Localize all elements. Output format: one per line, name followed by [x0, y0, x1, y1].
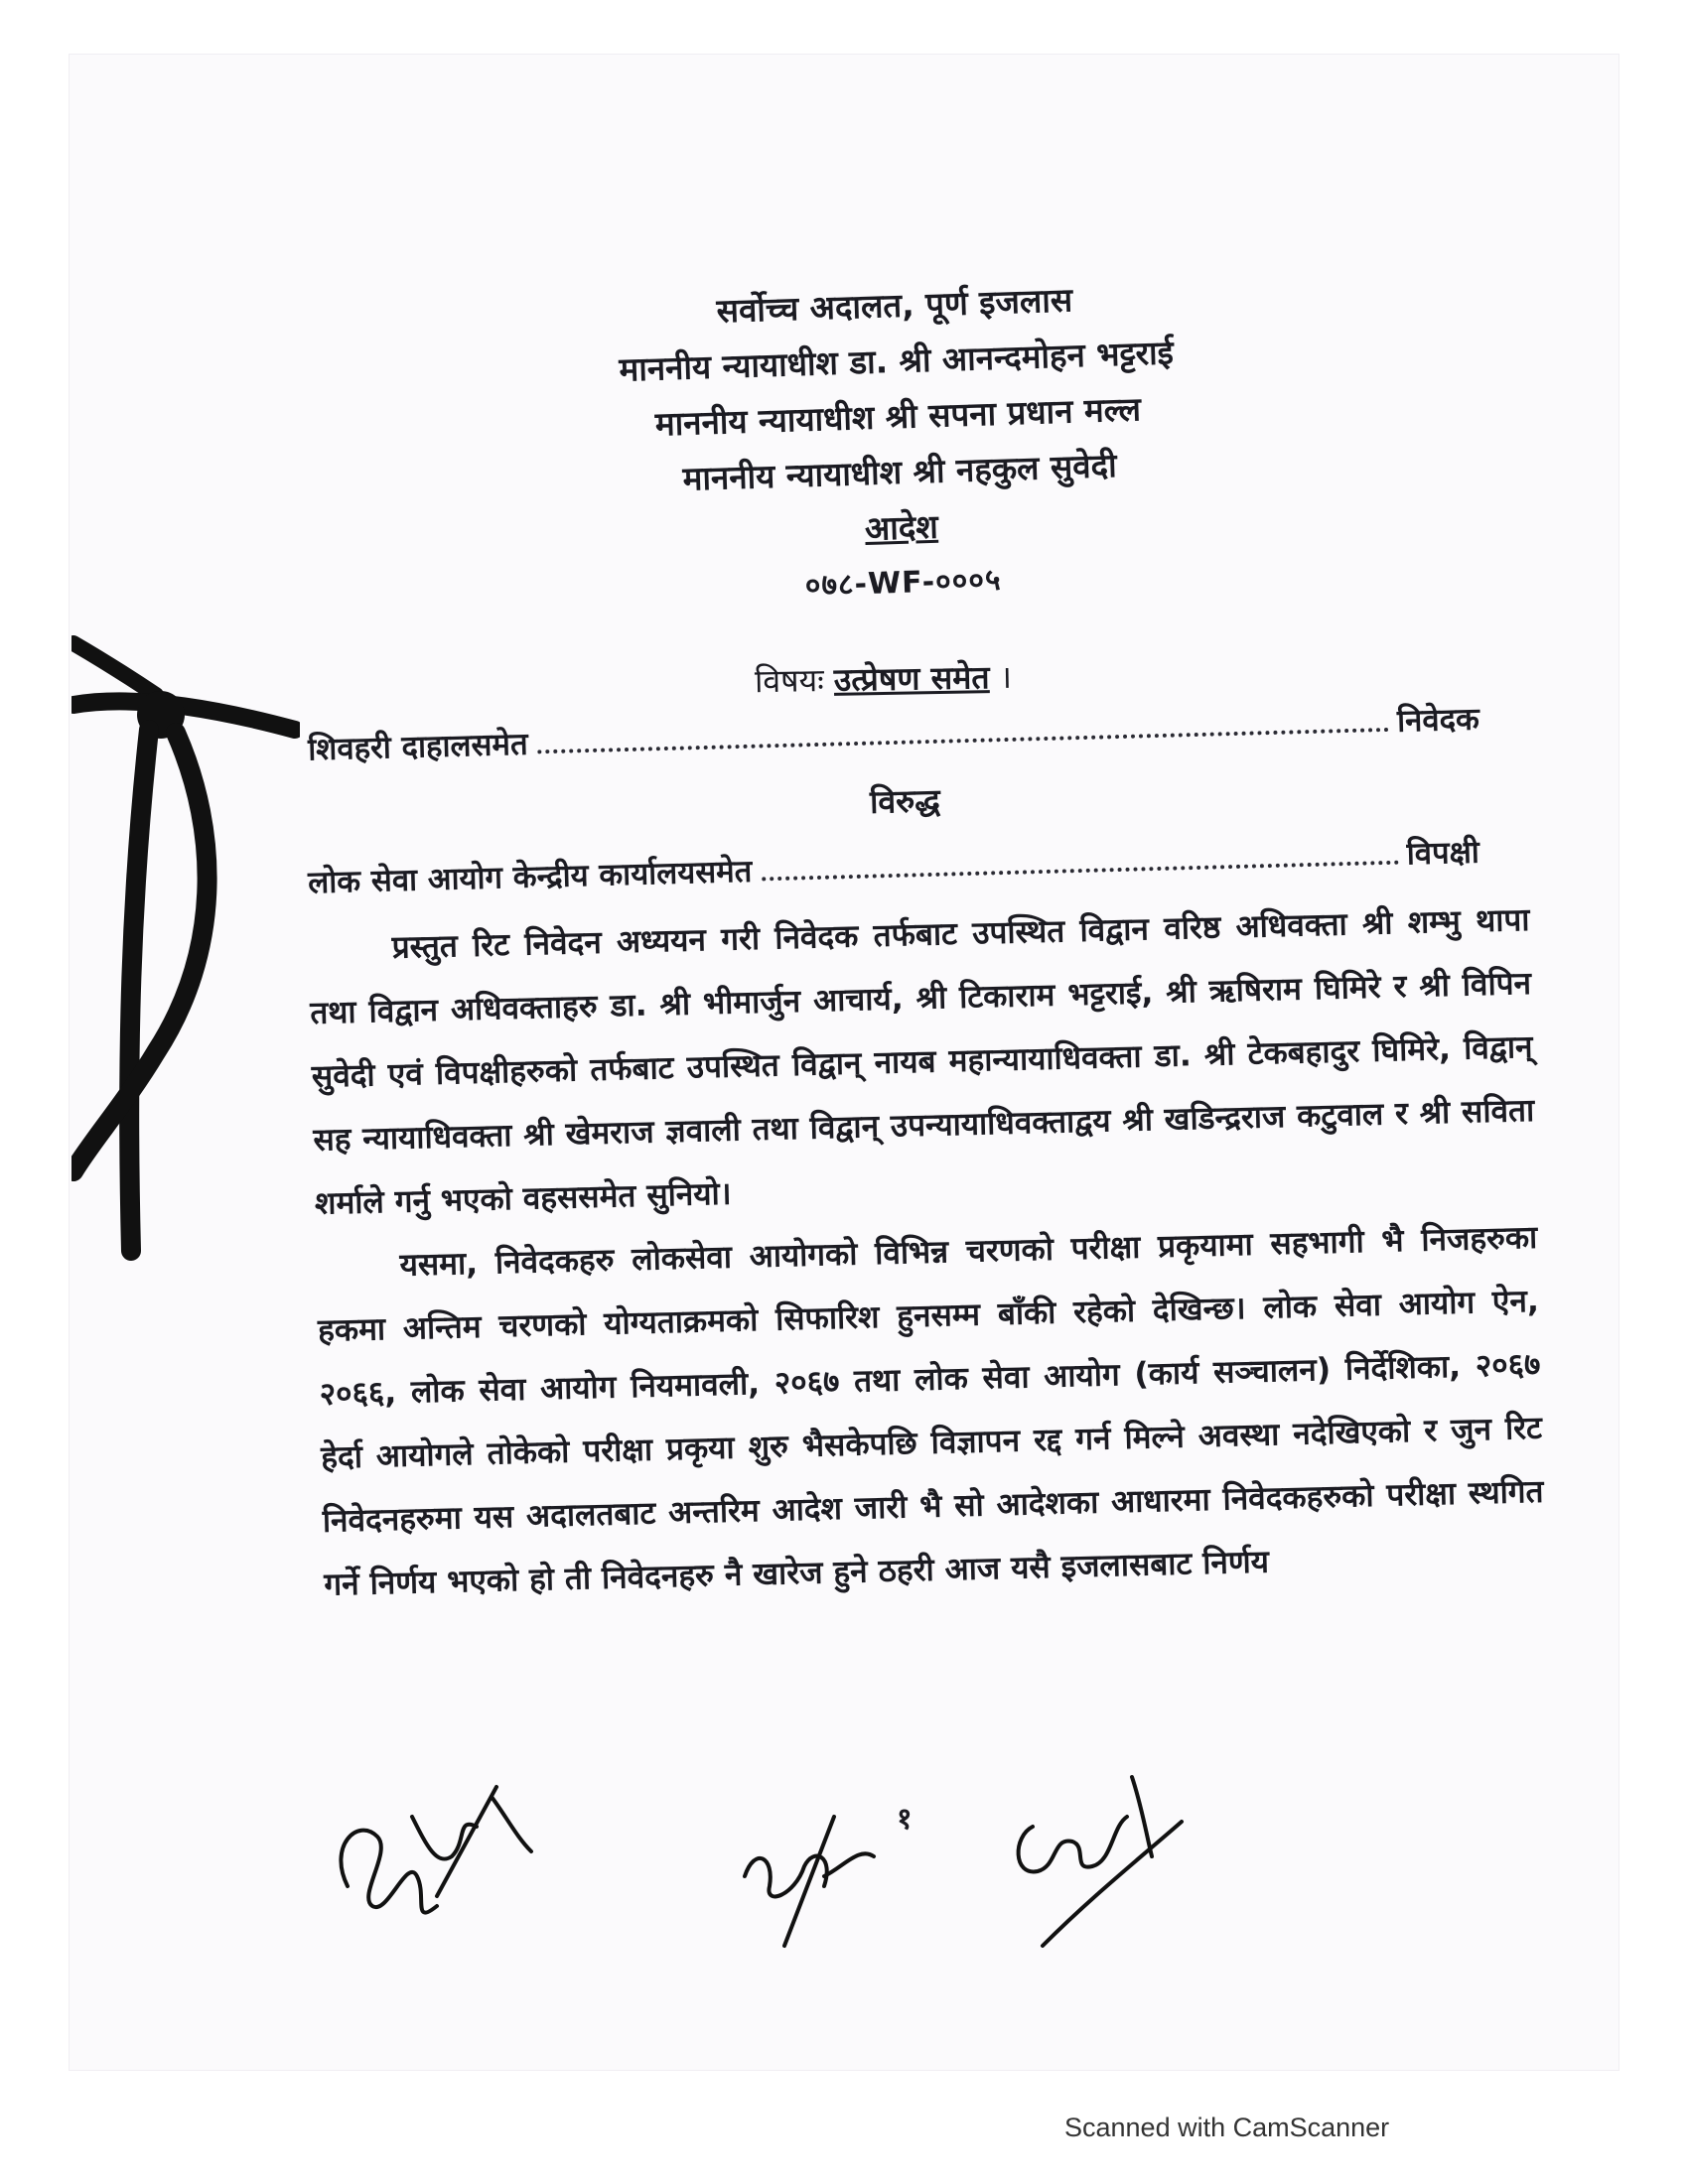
scanner-watermark: Scanned with CamScanner	[1064, 2113, 1390, 2142]
respondent-name: लोक सेवा आयोग केन्द्रीय कार्यालयसमेत	[307, 853, 753, 901]
petitioner-role: निवेदक	[1396, 701, 1480, 740]
order-header	[556, 267, 1241, 621]
document-type: आदेश	[864, 506, 939, 549]
page-number: १	[897, 1802, 913, 1837]
order-body	[308, 888, 1546, 1617]
subject-value: उत्प्रेषण समेत	[833, 658, 990, 699]
petitioner-name: शिवहरी दाहालसमेत	[307, 726, 529, 768]
subject-line	[755, 655, 1013, 703]
paragraph-1: प्रस्तुत रिट निवेदन अध्ययन गरी निवेदक तर्फबाट उपस्थित विद्वान वरिष्ठ अधिवक्ता श्री शम्भु थापा तथा विद्वान अधिवक्ताहरु डा. श्री भीमार्जुन आचार्य, श्री टिकाराम भट्टराई, श्री ऋषिराम घिमिरे र श्री विपिन सुवेदी एवं विपक्षीहरुको तर्फबाट उपस्थित विद्वान् नायब महान्यायाधिवक्ता डा. श्री टेकबहादुर घिमिरे, विद्वान् सह न्यायाधिवक्ता श्री खेमराज ज्ञवाली तथा विद्वान् उपन्यायाधिवक्ताद्वय श्री खडिन्द्रराज कटुवाल र श्री सविता शर्माले गर्नु भएको वहससमेत सुनियो।	[309, 901, 1535, 1222]
signature-1	[341, 1787, 531, 1913]
paragraph-2: यसमा, निवेदकहरु लोकसेवा आयोगको विभिन्न चरणको परीक्षा प्रकृयामा सहभागी भै निजहरुका हकमा अन्तिम चरणको योग्यताक्रमको सिफारिश हुनसम्म बाँकी रहेको देखिन्छ। लोक सेवा आयोग ऐन, २०६६, लोक सेवा आयोग नियमावली, २०६७ तथा लोक सेवा आयोग (कार्य सञ्चालन) निर्देशिका, २०६७ हेर्दा आयोगले तोकेको परीक्षा प्रकृया शुरु भैसकेपछि विज्ञापन रद्द गर्न मिल्ने अवस्था नदेखिएको र जुन रिट निवेदनहरुमा यस अदालतबाट अन्तरिम आदेश जारी भै सो आदेशका आधारमा निवेदकहरुको परीक्षा स्थगित गर्ने निर्णय भएको हो ती निवेदनहरु नै खारेज हुने ठहरी आज यसै इजलासबाट निर्णय	[317, 1219, 1544, 1603]
versus-label: विरुद्ध	[869, 781, 941, 821]
judge-signatures	[318, 1757, 1211, 1976]
respondent-role: विपक्षी	[1406, 834, 1480, 873]
subject-end: ।	[999, 657, 1013, 696]
case-number: ०७८-WF-०००५	[804, 562, 1003, 604]
court-name: सर्वोच्च अदालत, पूर्ण इजलास	[716, 280, 1073, 331]
subject-label: विषयः	[754, 661, 824, 701]
signature-3	[1019, 1777, 1182, 1946]
signature-2	[745, 1817, 874, 1946]
judge-3: माननीय न्यायाधीश श्री नहकुल सुवेदी	[682, 446, 1118, 498]
judge-1: माननीय न्यायाधीश डा. श्री आनन्दमोहन भट्टराई	[618, 333, 1175, 389]
judge-2: माननीय न्यायाधीश श्री सपना प्रधान मल्ल	[654, 389, 1142, 444]
binding-string-knot	[71, 635, 300, 1291]
